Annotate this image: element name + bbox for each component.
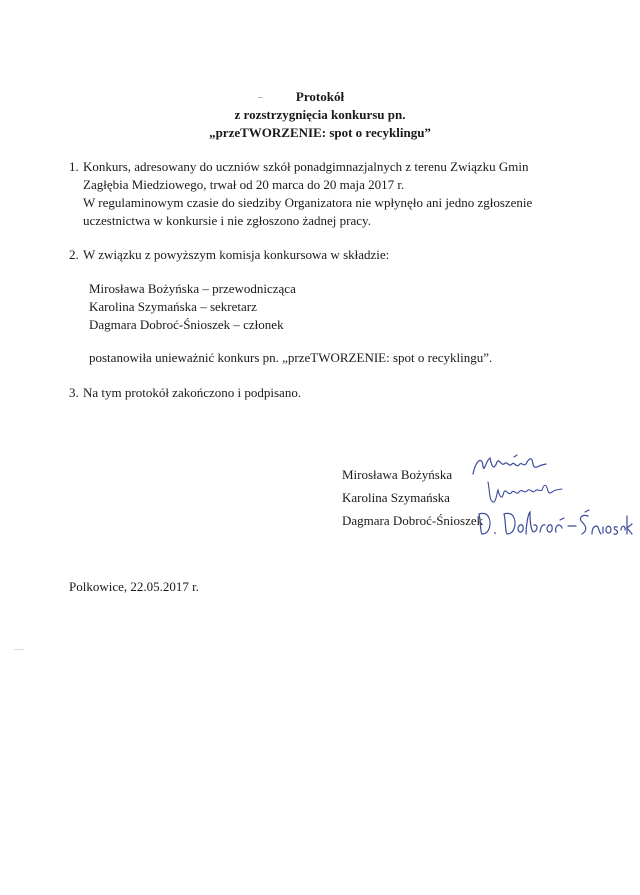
item-1-line: uczestnictwa w konkursie i nie zgłoszono żadnej pracy. (83, 213, 371, 228)
item-number: 3. (69, 385, 79, 400)
document-subtitle: z rozstrzygnięcia konkursu pn. (234, 107, 406, 122)
item-1-line: Konkurs, adresowany do uczniów szkół ponadgimnazjalnych z terenu Związku Gmin (83, 159, 529, 174)
handwritten-signature (474, 508, 634, 542)
committee-member: Dagmara Dobroć-Śnioszek – członek (89, 317, 284, 332)
signatory-name: Karolina Szymańska (342, 490, 450, 505)
handwritten-signature (484, 478, 566, 508)
item-1-line: W regulaminowym czasie do siedziby Organizatora nie wpłynęło ani jedno zgłoszenie (83, 195, 533, 210)
committee-member: Karolina Szymańska – sekretarz (89, 299, 257, 314)
committee-member: Mirosława Bożyńska – przewodnicząca (89, 281, 296, 296)
item-3-line: Na tym protokół zakończono i podpisano. (83, 385, 302, 400)
place-date: Polkowice, 22.05.2017 r. (69, 579, 199, 594)
document-title: Protokół (295, 89, 345, 104)
signatory-name: Mirosława Bożyńska (342, 467, 453, 482)
item-1-line: Zagłębia Miedziowego, trwał od 20 marca do 20 maja 2017 r. (83, 177, 405, 192)
signatory-name: Dagmara Dobroć-Śnioszek (342, 513, 484, 528)
contest-name: „przeTWORZENIE: spot o recyklingu” (209, 125, 431, 140)
item-number: 1. (69, 159, 79, 174)
decision-text: postanowiła unieważnić konkurs pn. „przeTWORZENIE: spot o recyklingu”. (89, 350, 493, 365)
item-2-line: W związku z powyższym komisja konkursowa w składzie: (83, 247, 390, 262)
scan-speck (14, 649, 24, 650)
item-number: 2. (69, 247, 79, 262)
